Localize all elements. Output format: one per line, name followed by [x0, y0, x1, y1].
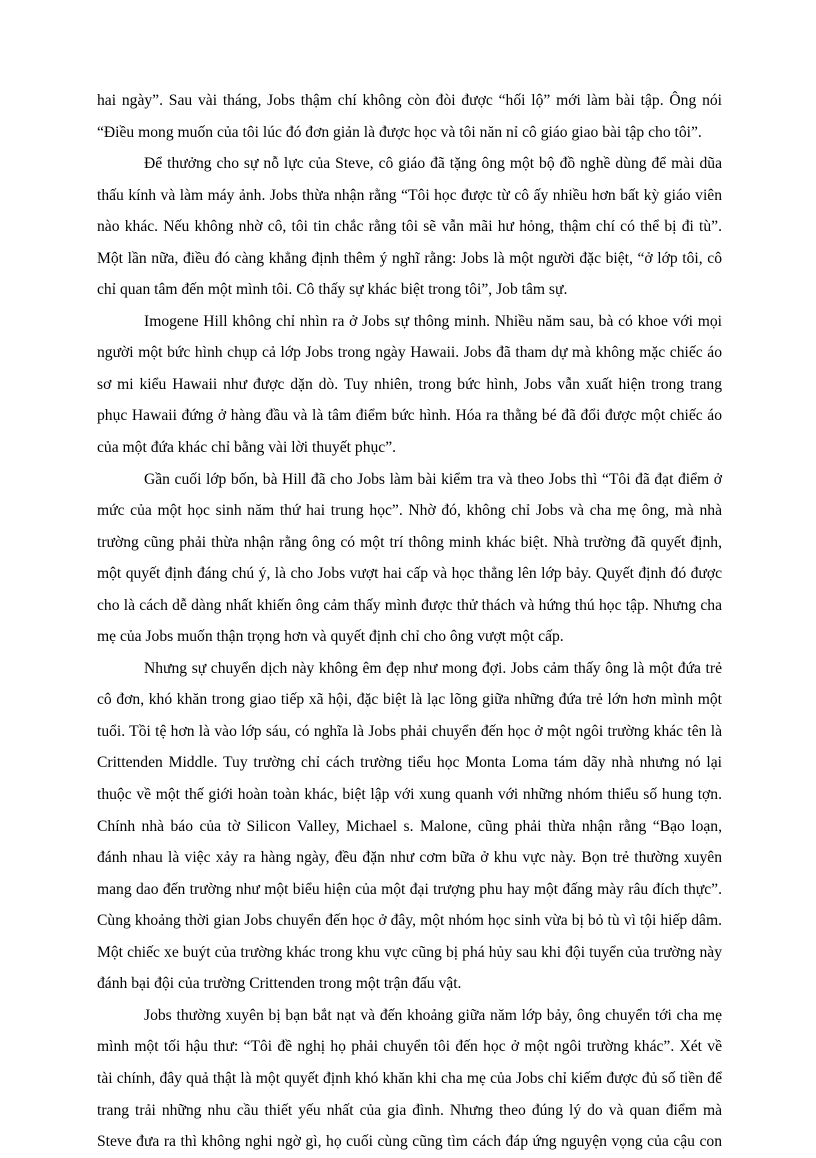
text-line: chỉ quan tâm đến một mình tôi. Cô thấy sự khác biệt trong tôi”, Job tâm sự. — [97, 281, 568, 299]
text-line: mình một tối hậu thư: “Tôi đề nghị họ phải chuyển tôi đến học ở một ngôi trường khác”. Xét về — [97, 1038, 722, 1056]
text-line: một quyết định đáng chú ý, là cho Jobs vượt hai cấp và học thẳng lên lớp bảy. Quyết định đó được — [97, 565, 722, 583]
paragraph-p2 — [97, 148, 722, 306]
text-line: phục Hawaii đứng ở hàng đầu và là tâm điểm bức hình. Hóa ra thằng bé đã đổi được một chiếc áo — [97, 407, 722, 425]
text-line: của một đứa khác chỉ bằng vài lời thuyết phục”. — [97, 439, 397, 457]
text-line: nào khác. Nếu không nhờ cô, tôi tin chắc rằng tôi sẽ vẫn mãi hư hỏng, thậm chí có thể bị đi tù”. — [97, 218, 722, 236]
text-line: “Điều mong muốn của tôi lúc đó đơn giản là được học và tôi năn nỉ cô giáo giao bài tập cho tôi”. — [97, 123, 702, 141]
text-line: người một bức hình chụp cả lớp Jobs trong ngày Hawaii. Jobs đã tham dự mà không mặc chiếc áo — [97, 344, 722, 362]
text-line: thuộc về một thế giới hoàn toàn khác, biệt lập với xung quanh với những nhóm thiểu số hung tợn. — [97, 786, 722, 804]
text-line: Imogene Hill không chỉ nhìn ra ở Jobs sự thông minh. Nhiều năm sau, bà có khoe với mọi — [144, 312, 722, 330]
text-line: Cùng khoảng thời gian Jobs chuyển đến học ở đây, một nhóm học sinh vừa bị bỏ tù vì tội hiếp dâm. — [97, 912, 722, 930]
text-line: mức của một học sinh năm thứ hai trung học”. Nhờ đó, không chỉ Jobs và cha mẹ ông, mà nhà — [97, 502, 722, 520]
text-line: tài chính, đây quả thật là một quyết định khó khăn khi cha mẹ của Jobs chỉ kiếm được đủ số tiền để — [97, 1069, 722, 1087]
text-line: Nhưng sự chuyển dịch này không êm đẹp như mong đợi. Jobs cảm thấy ông là một đứa trẻ — [144, 659, 722, 677]
text-line: tuổi. Tồi tệ hơn là vào lớp sáu, có nghĩa là Jobs phải chuyển đến học ở một ngôi trường khác tên là — [97, 722, 722, 740]
body-text — [97, 85, 722, 1158]
paragraph-p3 — [97, 306, 722, 464]
text-line: thấu kính và làm máy ảnh. Jobs thừa nhận rằng “Tôi học được từ cô ấy nhiều hơn bất kỳ giáo viên — [97, 186, 722, 204]
paragraph-p5 — [97, 653, 722, 1000]
text-line: mang dao đến trường như một biểu hiện của một đại trượng phu hay một đấng mày râu đích thực”. — [97, 880, 722, 898]
text-line: Chính nhà báo của tờ Silicon Valley, Michael s. Malone, cũng phải thừa nhận rằng “Bạo loạn, — [97, 817, 722, 835]
text-line: cô đơn, khó khăn trong giao tiếp xã hội, đặc biệt là lạc lõng giữa những đứa trẻ lớn hơn mình một — [97, 691, 722, 709]
text-line: cho là cách dễ dàng nhất khiến ông cảm thấy mình được thử thách và hứng thú học tập. Nhưng cha — [97, 596, 722, 614]
paragraph-p1 — [97, 85, 722, 148]
text-line: Để thưởng cho sự nỗ lực của Steve, cô giáo đã tặng ông một bộ đồ nghề dùng để mài dũa — [144, 155, 722, 173]
text-line: trang trải những nhu cầu thiết yếu nhất của gia đình. Nhưng theo đúng lý do và quan điểm mà — [97, 1101, 722, 1119]
text-line: Gần cuối lớp bốn, bà Hill đã cho Jobs làm bài kiểm tra và theo Jobs thì “Tôi đã đạt điểm ở — [144, 470, 722, 488]
text-line: Một lần nữa, điều đó càng khẳng định thêm ý nghĩ rằng: Jobs là một người đặc biệt, “ở lớp tôi, cô — [97, 249, 722, 267]
text-line: Crittenden Middle. Tuy trường chỉ cách trường tiểu học Monta Loma tám dãy nhà nhưng nó lại — [97, 754, 722, 772]
paragraph-p6 — [97, 1000, 722, 1158]
text-line: Một chiếc xe buýt của trường khác trong khu vực cũng bị phá hủy sau khi đội tuyển của trường này — [97, 943, 722, 961]
text-line: sơ mi kiểu Hawaii như được dặn dò. Tuy nhiên, trong bức hình, Jobs vẫn xuất hiện trong trang — [97, 375, 722, 393]
paragraph-p4 — [97, 464, 722, 653]
text-line: trường cũng phải thừa nhận rằng ông có một trí thông minh khác biệt. Nhà trường đã quyết định, — [97, 533, 722, 551]
text-line: mẹ của Jobs muốn thận trọng hơn và quyết định chỉ cho ông vượt một cấp. — [97, 628, 564, 646]
text-line: đánh nhau là việc xảy ra hàng ngày, đều đặn như cơm bữa ở khu vực này. Bọn trẻ thường xuyên — [97, 849, 722, 867]
text-line: hai ngày”. Sau vài tháng, Jobs thậm chí không còn đòi được “hối lộ” mới làm bài tập. Ông nói — [97, 92, 722, 109]
text-line: Jobs thường xuyên bị bạn bắt nạt và đến khoảng giữa năm lớp bảy, ông chuyển tới cha mẹ — [144, 1006, 722, 1024]
text-line: đánh bại đội của trường Crittenden trong một trận đấu vật. — [97, 975, 462, 993]
text-line: Steve đưa ra thì không nghi ngờ gì, họ cuối cùng cũng tìm cách đáp ứng nguyện vọng của cậu con — [97, 1133, 722, 1151]
